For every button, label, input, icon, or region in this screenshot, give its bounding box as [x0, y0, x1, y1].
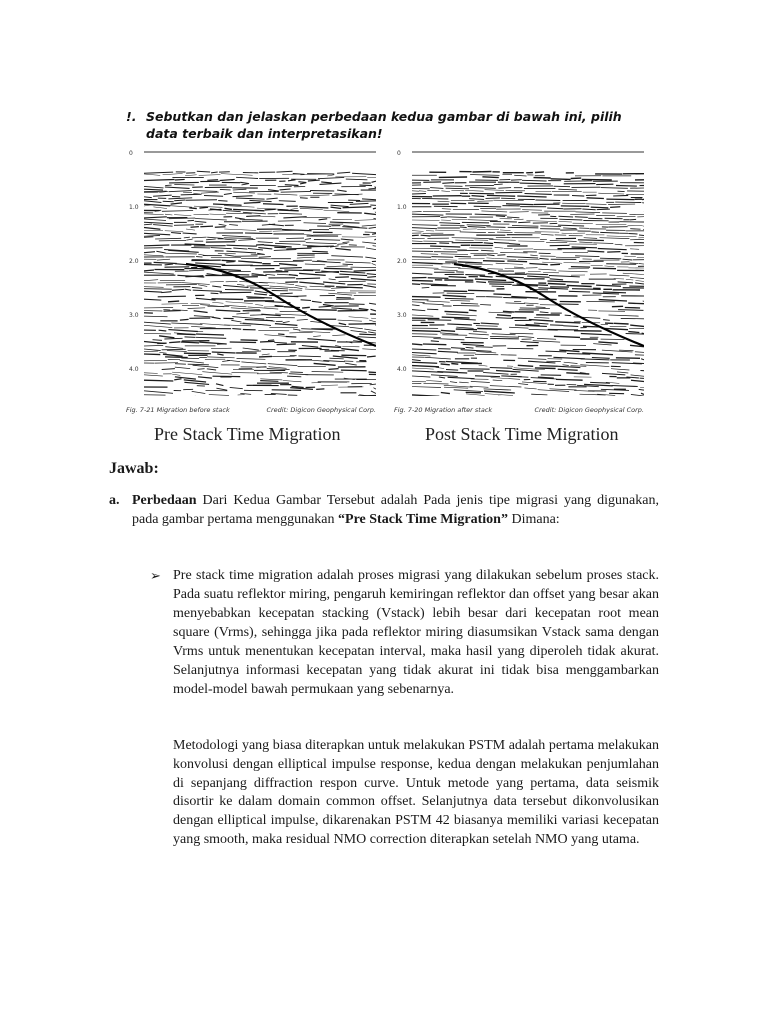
question-number: !.	[126, 109, 137, 124]
question	[126, 108, 646, 142]
item-label: a.	[109, 493, 120, 508]
time-axis-label: 0	[129, 150, 133, 157]
seismic-section-post-stack	[394, 146, 644, 404]
time-axis-label: 4.0	[397, 366, 407, 373]
item-text-1: Dari Kedua Gambar Tersebut adalah Pada jenis tipe migrasi yang digunakan, pada gambar pertama menggunakan	[132, 493, 659, 527]
caption-credit: Credit: Digicon Geophysical Corp.	[266, 406, 376, 414]
paragraph-methodology: Metodologi yang biasa diterapkan untuk melakukan PSTM adalah pertama melakukan konvolusi dengan elliptical impulse response, kedua dengan melakukan penjumlahan di sepanjang diffraction respon curve. Untuk metode yang pertama, data seismik disortir ke dalam domain common offset. Selanjutnya data tersebut dikonvolusikan dengan elliptical impulse, dikarenakan PSTM 42 biasanya memiliki variasi kecepatan yang smooth, maka residual NMO correction diterapkan setelah NMO yang utama.	[173, 738, 659, 847]
question-text: Sebutkan dan jelaskan perbedaan kedua gambar di bawah ini, pilih data terbaik dan interpretasikan!	[146, 109, 622, 141]
time-axis-label: 1.0	[129, 204, 139, 211]
figure-title-post-stack: Post Stack Time Migration	[425, 424, 619, 444]
seismic-reflectors	[144, 171, 376, 404]
seismic-figure-pre-stack	[126, 146, 376, 414]
item-text-2: Dimana:	[507, 512, 560, 527]
answer-heading: Jawab:	[109, 460, 159, 477]
item-body	[109, 491, 659, 529]
caption-fig-label: Fig. 7-21 Migration before stack	[126, 406, 230, 414]
item-quote: “Pre Stack Time Migration”	[338, 512, 508, 527]
bullet-item	[150, 566, 659, 699]
time-axis-label: 3.0	[397, 312, 407, 319]
figure-caption	[394, 406, 644, 414]
caption-fig-label: Fig. 7-20 Migration after stack	[394, 406, 493, 414]
figure-title-pre-stack: Pre Stack Time Migration	[154, 424, 341, 444]
seismic-reflectors	[412, 172, 644, 405]
time-axis-label: 2.0	[397, 258, 407, 265]
answer-item-a	[109, 491, 659, 529]
time-axis-label: 0	[397, 150, 401, 157]
caption-credit: Credit: Digicon Geophysical Corp.	[534, 406, 644, 414]
time-axis-label: 1.0	[397, 204, 407, 211]
figure-caption	[126, 406, 376, 414]
bullet-text: Pre stack time migration adalah proses migrasi yang dilakukan sebelum proses stack. Pada suatu reflektor miring, pengaruh kemiringan reflektor dan offset yang besar akan menyebabkan kecepatan stacking (Vstack) lebih besar dari kecepatan root mean square (Vrms), sehingga jika pada reflektor miring diasumsikan Vstack sama dengan Vrms untuk menentukan kecepatan interval, maka hasil yang diperoleh tidak akurat. Selanjutnya informasi kecepatan yang tidak akurat ini tidak bisa menggambarkan model-model bawah permukaan yang sebenarnya.	[173, 568, 659, 697]
time-axis-label: 2.0	[129, 258, 139, 265]
time-axis-label: 3.0	[129, 312, 139, 319]
arrow-bullet-icon: ➢	[150, 568, 161, 583]
item-bold-lead: Perbedaan	[132, 493, 197, 508]
seismic-section-pre-stack	[126, 146, 376, 404]
seismic-figure-post-stack	[394, 146, 644, 414]
time-axis-label: 4.0	[129, 366, 139, 373]
